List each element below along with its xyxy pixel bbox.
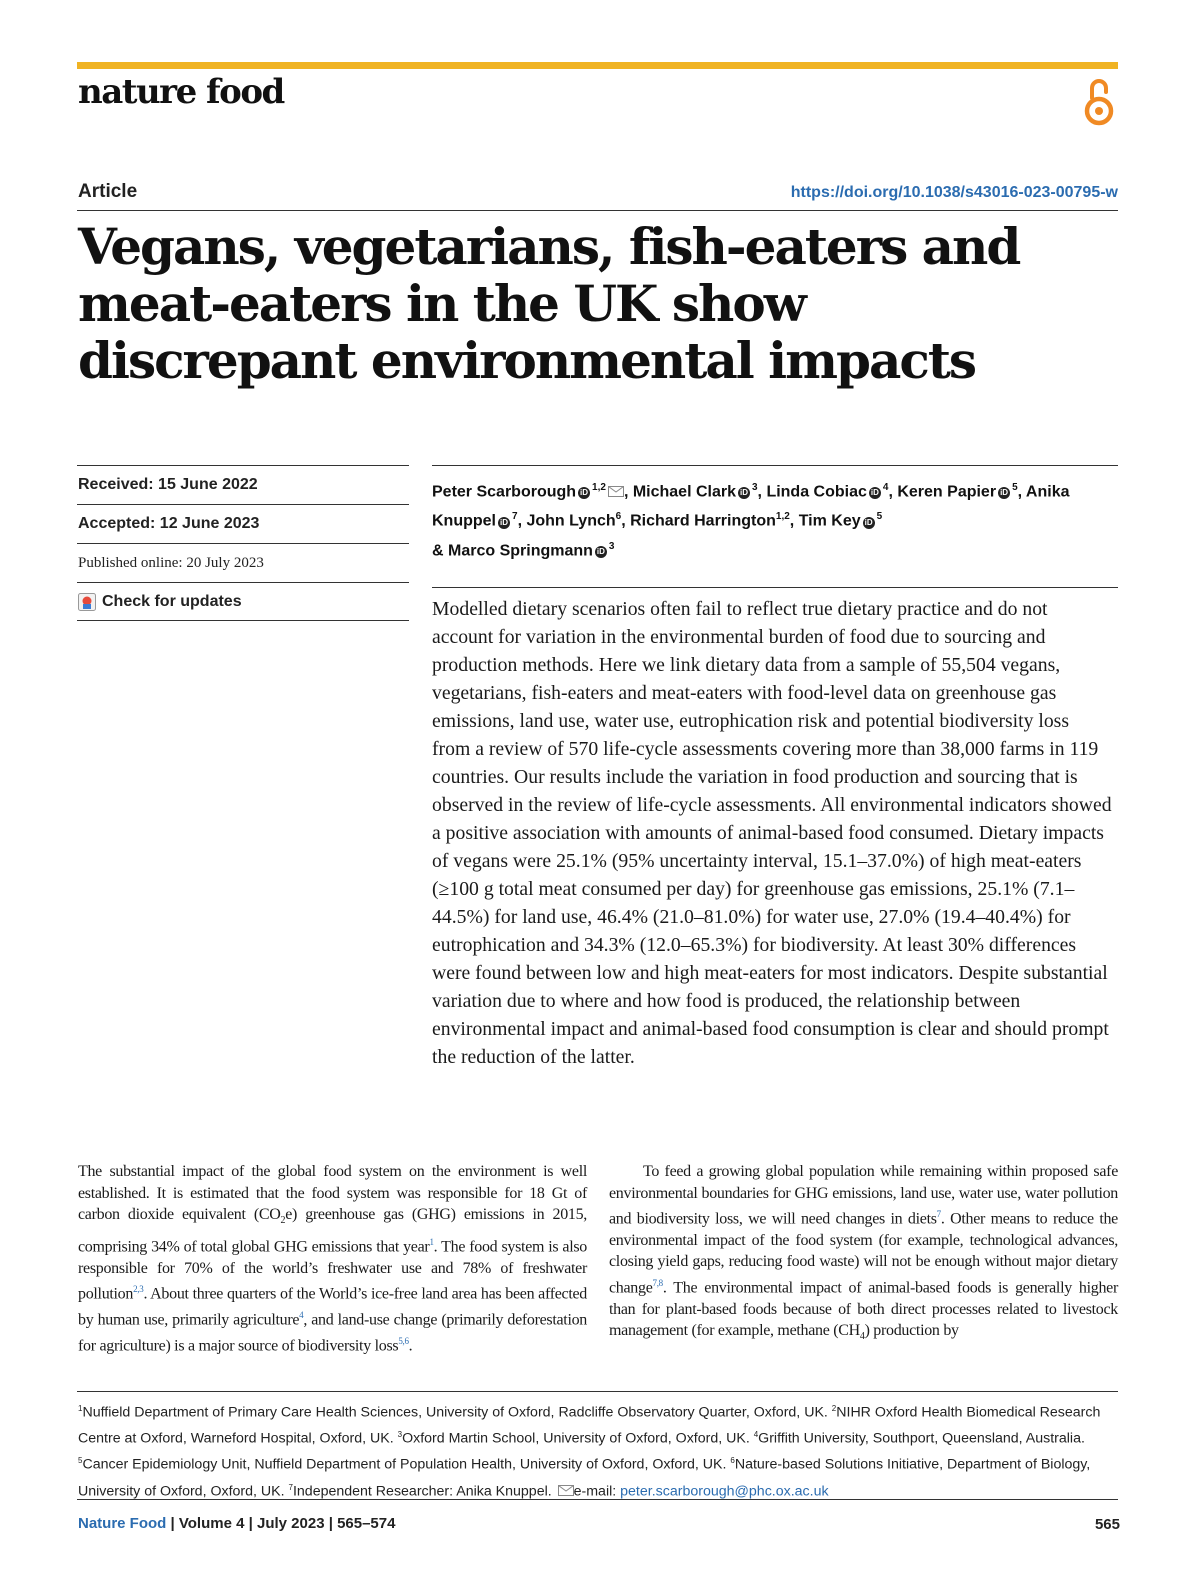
affiliation-number: 6	[730, 1456, 735, 1466]
citation-ref[interactable]: 4	[299, 1309, 304, 1320]
journal-logo[interactable]: nature food	[78, 72, 284, 112]
divider	[77, 1391, 1118, 1392]
affiliation: Nuffield Department of Primary Care Health Sciences, University of Oxford, Radcliffe Observatory Quarter, Oxford, UK.	[82, 1404, 832, 1421]
subscript: 4	[859, 1331, 865, 1343]
author-affiliation: 1,2	[775, 511, 790, 523]
author-separator: ,	[757, 483, 767, 501]
divider	[77, 210, 1118, 211]
body-text: e) greenhouse gas (GHG) emissions in 2015, comprising 34% of total global GHG emissions that year	[78, 1206, 587, 1256]
affiliation: Oxford Martin School, University of Oxford, Oxford, UK.	[402, 1430, 754, 1447]
doi-link[interactable]: https://doi.org/10.1038/s43016-023-00795-w	[790, 184, 1118, 201]
author-affiliation: 5	[1012, 482, 1018, 493]
article-title: Vegans, vegetarians, fish-eaters and meat-eaters in the UK show discrepant environmental impacts	[78, 217, 1020, 390]
orcid-icon[interactable]: iD	[864, 517, 873, 527]
email-icon[interactable]	[608, 486, 624, 497]
divider	[77, 1499, 1118, 1500]
author-name[interactable]: Marco Springmann	[448, 541, 593, 559]
divider	[432, 587, 1118, 588]
author-name[interactable]: John Lynch	[526, 512, 616, 530]
check-updates-button[interactable]	[77, 582, 409, 621]
affiliation-number: 4	[753, 1430, 759, 1440]
article-type: Article	[78, 181, 138, 202]
author-affiliation: 3	[751, 482, 758, 493]
citation-ref[interactable]: 2,3	[133, 1284, 144, 1295]
body-text: . Other means to reduce the environmental impact of the food system (for example, technological advances, closing yield gaps, reducing food waste) will not be enough without major dietary change	[609, 1210, 1118, 1297]
body-text: .	[408, 1337, 413, 1354]
author-separator: ,	[888, 483, 898, 501]
abstract: Modelled dietary scenarios often fail to reflect true dietary practice and do not account for variation in the environmental burden of food due to sourcing and production methods. Here we link dietary data from a sample of 55,504 vegans, vegetarians, fish-eaters and meat-eaters with food-level data on greenhouse gas emissions, land use, water use, eutrophication risk and potential biodiversity loss from a review of 570 life-cycle assessments covering more than 38,000 farms in 119 countries. Our results include the variation in food production and sourcing that is observed in the review of life-cycle assessments. All environmental indicators showed a positive association with amounts of animal-based food consumed. Dietary impacts of vegans were 25.1% (95% uncertainty interval, 15.1–37.0%) of high meat-eaters (≥100 g total meat consumed per day) for greenhouse gas emissions, 25.1% (7.1–44.5%) for land use, 46.4% (21.0–81.0%) for water use, 27.0% (19.4–40.4%) for eutrophication and 34.3% (12.0–65.3%) for biodiversity. At least 30% differences were found between low and high meat-eaters for most indicators. Despite substantial variation due to where and how food is produced, the relationship between environmental impact and animal-based food consumption is clear and should prompt the reduction of the latter.	[432, 598, 1112, 1068]
check-updates-label: Check for updates	[102, 593, 242, 610]
affiliation-number: 7	[288, 1482, 293, 1492]
citation-ref[interactable]: 1	[429, 1236, 434, 1247]
body-text: . About three quarters of the World’s ice-free land area has been affected by human use, primarily agriculture	[78, 1285, 587, 1329]
subscript: 2	[280, 1215, 286, 1227]
body-text: ) production by	[864, 1322, 959, 1340]
author-separator: ,	[789, 512, 799, 530]
affiliations	[78, 1398, 1118, 1503]
body-column-right	[609, 1161, 1118, 1348]
published-date: Published online: 20 July 2023	[77, 543, 409, 582]
author-name[interactable]: Peter Scarborough	[432, 483, 577, 501]
author-separator: &	[432, 541, 448, 559]
author-affiliation: 5	[876, 511, 883, 523]
orcid-icon[interactable]: iD	[1000, 488, 1009, 498]
affiliation: Cancer Epidemiology Unit, Nuffield Department of Population Health, University of Oxford, Oxford, UK.	[82, 1457, 731, 1474]
page-number: 565	[1094, 1516, 1120, 1533]
affiliation-number: 5	[78, 1456, 83, 1466]
author-name[interactable]: Michael Clark	[632, 483, 736, 501]
author-affiliation: 1,2	[592, 482, 606, 493]
author-name[interactable]: Keren Papier	[897, 483, 997, 501]
body-text: The substantial impact of the global food system on the environment is well established. It is estimated that the food system was responsible for 18 Gt of carbon dioxide equivalent (CO	[78, 1163, 587, 1223]
affiliation: Griffith University, Southport, Queensland, Australia.	[758, 1430, 1085, 1447]
affiliation: Independent Researcher: Anika Knuppel.	[292, 1483, 556, 1500]
orcid-icon[interactable]: iD	[500, 517, 508, 527]
author-name[interactable]: Tim Key	[798, 512, 861, 530]
affiliation-number: 2	[831, 1404, 837, 1413]
author-affiliation: 6	[615, 511, 622, 523]
footer-info: | Volume 4 | July 2023 | 565–574	[166, 1515, 396, 1532]
author-name[interactable]: Anika Knuppel	[432, 483, 1070, 530]
body-text: . The food system is also responsible for 70% of the world’s freshwater use and 78% of freshwater pollution	[78, 1238, 587, 1303]
author-affiliation: 7	[512, 511, 518, 523]
author-separator: ,	[621, 512, 631, 530]
affiliation-number: 1	[78, 1404, 83, 1413]
body-text: . The environmental impact of animal-based foods is generally higher than for plant-based foods because of both direct processes related to livestock management (for example, methane (CH	[609, 1279, 1118, 1340]
author-name[interactable]: Linda Cobiac	[766, 483, 867, 501]
author-list	[432, 465, 1118, 563]
accepted-date: Accepted: 12 June 2023	[77, 504, 409, 543]
author-separator: ,	[623, 483, 633, 501]
dates-panel	[77, 465, 409, 621]
affiliation-number: 3	[397, 1430, 403, 1440]
email-icon	[558, 1485, 574, 1496]
accent-bar	[77, 62, 1118, 69]
citation-ref[interactable]: 7,8	[652, 1277, 663, 1288]
check-updates-icon	[78, 593, 96, 611]
author-separator: ,	[517, 512, 527, 530]
page-footer	[78, 1515, 395, 1532]
author-affiliation: 3	[608, 540, 615, 552]
body-text: To feed a growing global population while remaining within proposed safe environmental boundaries for GHG emissions, land use, water use, water pollution and biodiversity loss, we will need changes in diets	[609, 1163, 1118, 1228]
citation-ref[interactable]: 5,6	[398, 1335, 409, 1346]
email-link[interactable]: peter.scarborough@phc.ox.ac.uk	[620, 1483, 829, 1500]
affiliation: Nature-based Solutions Initiative, Department of Biology, University of Oxford, Oxford, UK.	[78, 1457, 1091, 1500]
orcid-icon[interactable]: iD	[739, 488, 748, 498]
orcid-icon[interactable]: iD	[870, 488, 879, 498]
body-text: , and land-use change (primarily deforestation for agriculture) is a major source of biodiversity loss	[78, 1311, 587, 1354]
author-name[interactable]: Richard Harrington	[630, 512, 776, 530]
received-date: Received: 15 June 2022	[77, 465, 409, 504]
email-label: e-mail:	[573, 1483, 621, 1500]
body-column-left	[78, 1161, 587, 1357]
orcid-icon[interactable]: iD	[580, 488, 589, 498]
footer-journal-link[interactable]: Nature Food	[78, 1515, 167, 1532]
orcid-icon[interactable]: iD	[596, 546, 605, 556]
citation-ref[interactable]: 7	[936, 1209, 941, 1219]
affiliation: NIHR Oxford Health Biomedical Research Centre at Oxford, Warneford Hospital, Oxford, UK.	[78, 1404, 1101, 1447]
author-separator: ,	[1017, 483, 1026, 501]
open-access-icon[interactable]	[1080, 76, 1118, 126]
author-affiliation: 4	[882, 482, 889, 493]
